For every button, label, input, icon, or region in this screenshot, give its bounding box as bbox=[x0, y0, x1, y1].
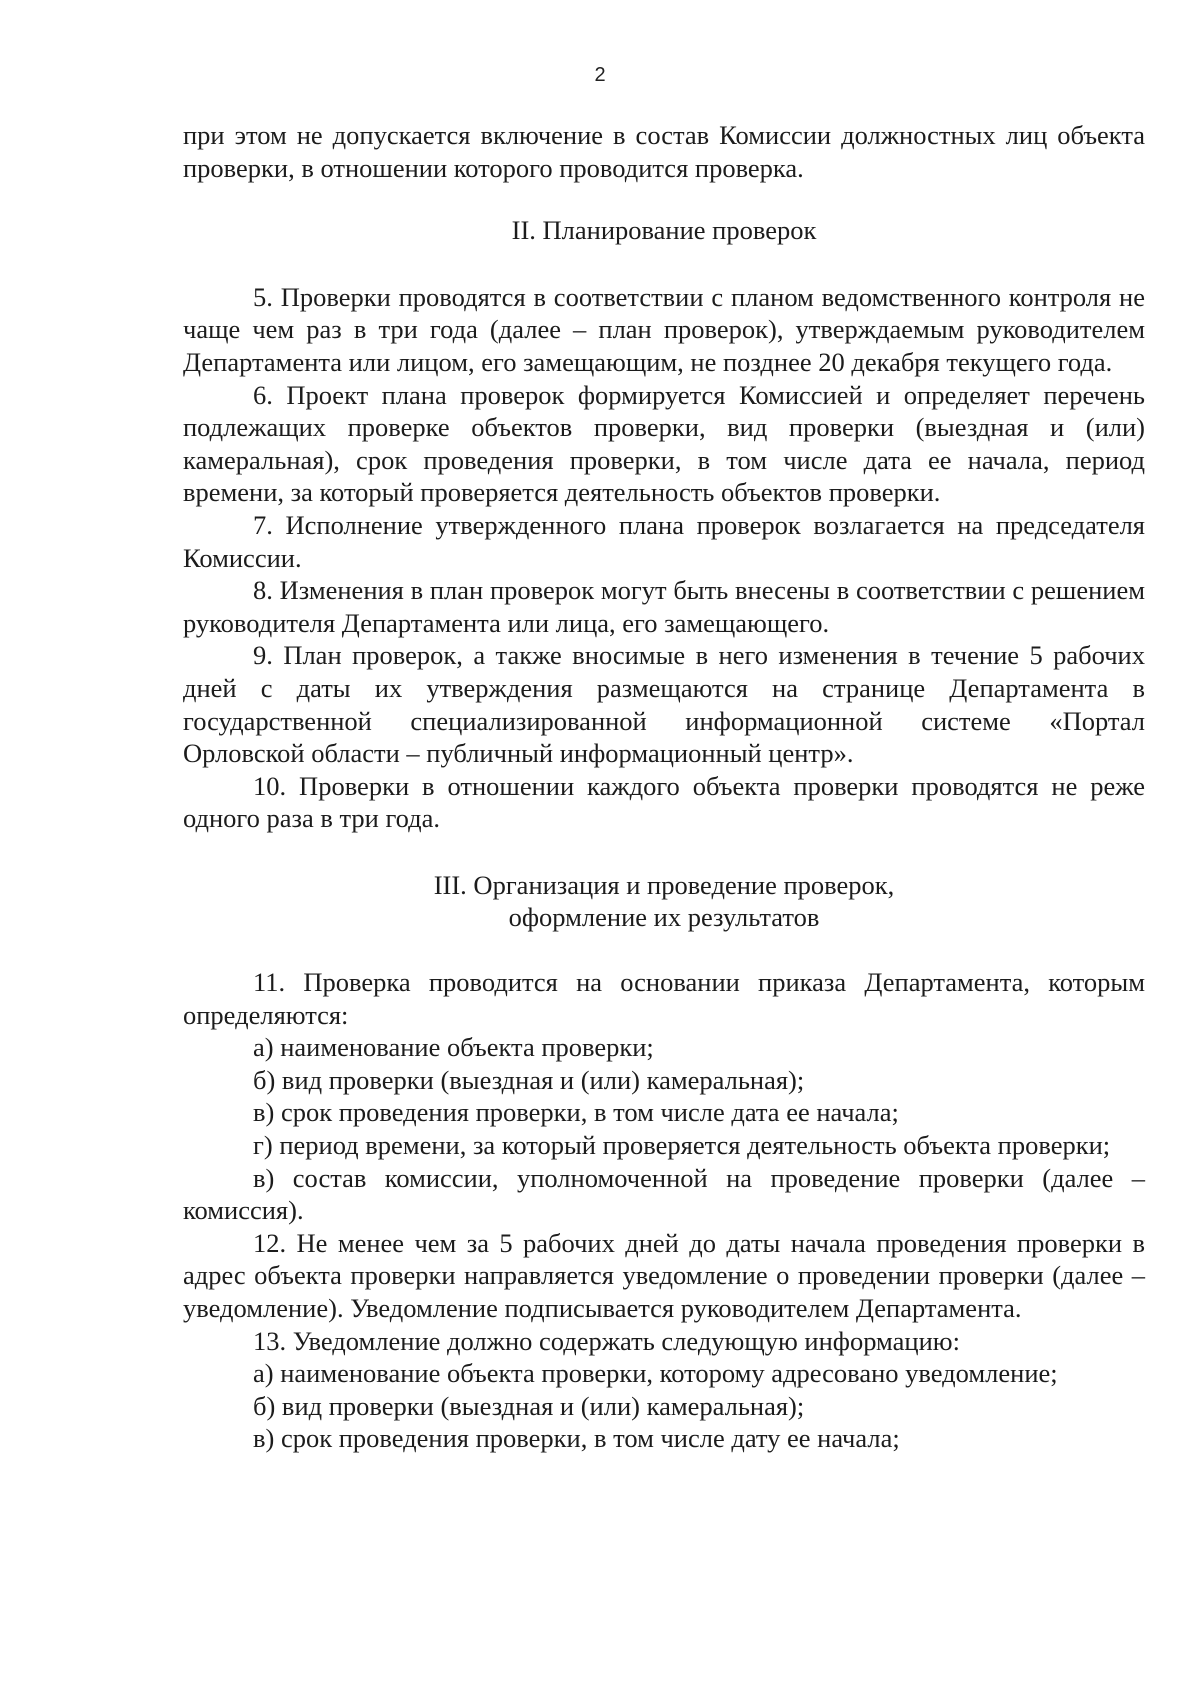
paragraph-13-item: а) наименование объекта проверки, которому адресовано уведомление; bbox=[253, 1358, 1058, 1389]
page-number: 2 bbox=[594, 64, 606, 86]
paragraph-10: 10. Проверки в отношении каждого объекта проверки проводятся не реже одного раза в три года. bbox=[183, 770, 1145, 834]
paragraph-6: 6. Проект плана проверок формируется Комиссией и определяет перечень подлежащих проверке объектов проверки, вид проверки (выездная и (или) камеральная), срок проведения проверки, в том числе дата ее начала, период времени, за который проверяется деятельность объектов проверки. bbox=[183, 379, 1145, 508]
paragraph-11-item: г) период времени, за который проверяется деятельность объекта проверки; bbox=[253, 1130, 1111, 1161]
section-3-heading-line-2: оформление их результатов bbox=[508, 902, 820, 933]
section-3-heading-line-1: III. Организация и проведение проверок, bbox=[433, 869, 895, 900]
paragraph-11-item: в) состав комиссии, уполномоченной на проведение проверки (далее – комиссия). bbox=[183, 1162, 1145, 1226]
paragraph-7: 7. Исполнение утвержденного плана проверок возлагается на председателя Комиссии. bbox=[183, 509, 1145, 573]
document-body bbox=[183, 119, 1145, 1455]
intro-paragraph: при этом не допускается включение в состав Комиссии должностных лиц объекта проверки, в отношении которого проводится проверка. bbox=[183, 120, 1145, 183]
paragraph-11: 11. Проверка проводится на основании приказа Департамента, которым определяются: bbox=[183, 967, 1145, 1030]
paragraph-13-item: б) вид проверки (выездная и (или) камеральная); bbox=[253, 1390, 805, 1421]
section-2-heading: II. Планирование проверок bbox=[511, 215, 817, 246]
paragraph-12: 12. Не менее чем за 5 рабочих дней до даты начала проведения проверки в адрес объекта проверки направляется уведомление о проведении проверки (далее – уведомление). Уведомление подписывается руководителем Департамента. bbox=[183, 1227, 1145, 1323]
paragraph-5: 5. Проверки проводятся в соответствии с планом ведомственного контроля не чаще чем раз в три года (далее – план проверок), утверждаемым руководителем Департамента или лицом, его замещающим, не позднее 20 декабря текущего года. bbox=[183, 281, 1145, 377]
section-3-heading bbox=[183, 869, 1145, 934]
paragraph-9: 9. План проверок, а также вносимые в него изменения в течение 5 рабочих дней с даты их утверждения размещаются на странице Департамента в государственной специализированной информационной системе «Портал Орловской области – публичный информационный центр». bbox=[183, 640, 1145, 769]
paragraph-11-item: в) срок проведения проверки, в том числе дата ее начала; bbox=[253, 1097, 899, 1128]
paragraph-13: 13. Уведомление должно содержать следующую информацию: bbox=[253, 1325, 960, 1356]
paragraph-11-item: а) наименование объекта проверки; bbox=[253, 1032, 654, 1063]
paragraph-13-item: в) срок проведения проверки, в том числе дату ее начала; bbox=[253, 1423, 900, 1454]
paragraph-8: 8. Изменения в план проверок могут быть внесены в соответствии с решением руководителя Департамента или лица, его замещающего. bbox=[183, 575, 1145, 638]
paragraph-11-item: б) вид проверки (выездная и (или) камеральная); bbox=[253, 1064, 805, 1095]
